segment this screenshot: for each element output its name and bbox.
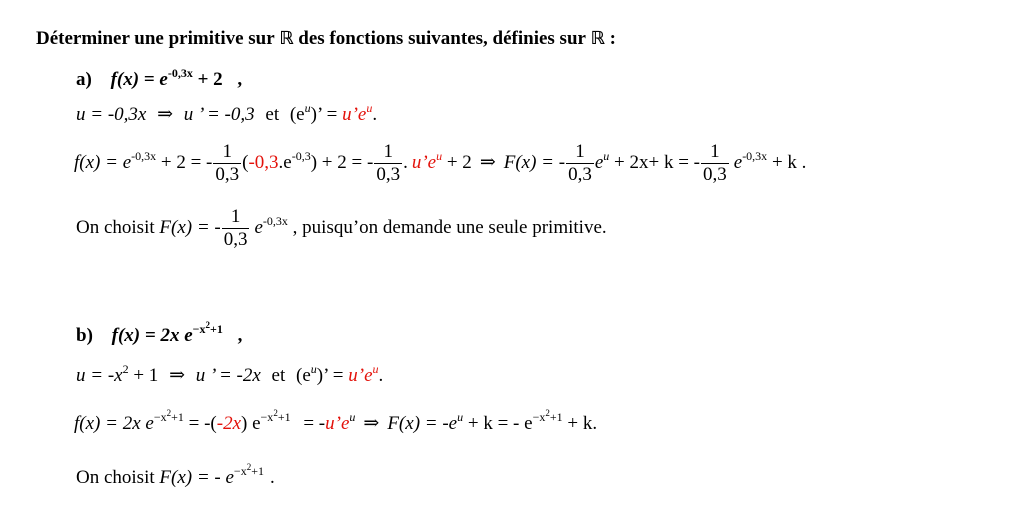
tail: + 2x+ k = - [609, 151, 700, 173]
F-expression: F(x) = -e [387, 413, 458, 434]
part-a-calculation [74, 142, 806, 185]
F-sup: u [457, 410, 464, 424]
real-numbers-symbol: ℝ [279, 28, 294, 49]
fraction-denominator: 0,3 [215, 163, 240, 185]
part-a-rest: + 2 [192, 69, 223, 90]
exp-u-end: )’ = [316, 365, 349, 386]
choice-after: , puisqu’on demande une seule primitive. [287, 216, 607, 238]
exponent-part: −x [153, 410, 167, 424]
part-b-comma: , [237, 325, 243, 346]
e-exponent: -0,3x [262, 213, 288, 228]
exponent-part: +1 [210, 322, 223, 336]
exponent-part: −x [233, 464, 247, 478]
e-exponent [234, 464, 264, 478]
fraction-denominator: 0,3 [703, 163, 727, 185]
f-exponent [154, 410, 184, 424]
fraction-denominator: 0,3 [223, 228, 248, 250]
part-b-choice [76, 462, 275, 488]
e-exponent: -0,3 [291, 148, 311, 163]
u-prime-e-u-sup: u [372, 362, 379, 376]
and-word: et [271, 365, 286, 386]
e-symbol: e [594, 151, 604, 173]
part-a-line-u [76, 101, 378, 125]
period: . [372, 104, 378, 125]
equals: = -( [183, 413, 217, 434]
exp-u: (e [289, 104, 305, 125]
F-expression: F(x) = - [159, 216, 221, 238]
F-expression: F(x) = - e [159, 467, 234, 488]
exp-u-end: )’ = [310, 104, 343, 125]
u-prime: u ’ = -2x [195, 365, 261, 386]
u-definition: u = -0,3x [76, 104, 147, 125]
u-prime-e-u-sup: u [349, 410, 356, 424]
choice-text: On choisit [76, 467, 160, 488]
fraction [213, 142, 241, 185]
square: 2 [166, 408, 172, 418]
and-word: et [265, 104, 280, 125]
heading-text-3: : [609, 28, 616, 49]
exp-u-sup: u [304, 101, 311, 115]
u-prime: u ’ = -0,3 [183, 104, 255, 125]
exponent-part: −x [260, 410, 274, 424]
u-prime-e-u-sup: u [366, 101, 373, 115]
u-prime-e-u: u’e [342, 104, 367, 125]
part-b-calculation [74, 408, 598, 434]
period: . [269, 467, 275, 488]
square: 2 [122, 362, 129, 376]
F-expression: F(x) = - [503, 151, 566, 173]
implies-symbol: ⇒ [157, 104, 174, 125]
part-b-exponent [193, 322, 223, 336]
tail: + k = - e [463, 413, 533, 434]
dot-e: .e [278, 151, 292, 173]
dot: . [403, 151, 408, 173]
square: 2 [273, 408, 278, 418]
exponent-part: +1 [171, 410, 184, 424]
implies-symbol: ⇒ [363, 413, 380, 434]
heading-text-2: des fonctions suivantes, définies sur [298, 28, 591, 49]
implies-symbol: ⇒ [479, 151, 496, 173]
e-sup: u [603, 148, 610, 163]
e-exponent [261, 410, 291, 424]
fraction [566, 142, 594, 185]
red-factor: -2x [216, 413, 242, 434]
part-a-choice [76, 207, 607, 250]
square: 2 [205, 320, 210, 330]
fraction [374, 142, 402, 185]
fraction-denominator: 0,3 [568, 163, 592, 185]
heading-text-1: Déterminer une primitive sur [36, 28, 280, 49]
u-definition: u = -x [76, 365, 123, 386]
f-expression: f(x) = e [74, 151, 132, 173]
plus-two: + 2 [442, 151, 472, 173]
part-a-label: a) [76, 69, 92, 90]
exponent-part: −x [192, 322, 206, 336]
fraction-numerator: 1 [222, 141, 233, 162]
f-expression: f(x) = 2x e [74, 413, 154, 434]
u-prime-e-u-sup: u [436, 148, 443, 163]
end: + k. [562, 413, 598, 434]
part-a-comma: , [237, 69, 243, 90]
end: + k . [767, 151, 807, 173]
part-b-line-u [76, 362, 384, 386]
part-a-exponent: -0,3x [167, 66, 193, 80]
e-exponent [533, 410, 563, 424]
exp-u-sup: u [310, 362, 317, 376]
real-numbers-symbol: ℝ [590, 28, 605, 49]
fraction-denominator: 0,3 [376, 163, 401, 185]
exponent-part: +1 [549, 410, 563, 424]
exponent-part: +1 [251, 464, 264, 478]
choice-text: On choisit [76, 216, 160, 238]
equals: = - [298, 413, 326, 434]
paren-close: ) + 2 = - [310, 151, 374, 173]
fraction-numerator: 1 [575, 141, 585, 162]
paren-open: ( [242, 151, 249, 173]
square: 2 [545, 408, 550, 418]
part-a-title [76, 66, 243, 90]
e-symbol: e [733, 151, 743, 173]
part-b-label: b) [76, 325, 93, 346]
exercise-heading [36, 29, 616, 48]
fraction-numerator: 1 [230, 206, 241, 227]
part-b-function: f(x) = 2x e [111, 325, 193, 346]
plus-two: + 2 = - [156, 151, 213, 173]
red-factor: -0,3 [248, 151, 279, 173]
fraction-numerator: 1 [383, 141, 393, 162]
period: . [378, 365, 384, 386]
fraction [701, 142, 729, 185]
exponent-part: +1 [277, 410, 291, 424]
part-b-title [76, 320, 243, 346]
fraction-numerator: 1 [710, 141, 720, 162]
implies-symbol: ⇒ [169, 365, 185, 386]
u-prime-e-u: u’e [325, 413, 350, 434]
e-symbol: e [254, 216, 263, 238]
u-prime-e-u: u’e [348, 365, 373, 386]
exponent-part: −x [532, 410, 546, 424]
u-end: + 1 [128, 365, 159, 386]
exp-u: (e [296, 365, 311, 386]
e-exponent: -0,3x [742, 148, 768, 163]
fraction [222, 207, 250, 250]
close-e: ) e [241, 413, 261, 434]
part-a-function: f(x) = e [110, 69, 168, 90]
square: 2 [246, 462, 252, 472]
f-exponent: -0,3x [131, 148, 157, 163]
u-prime-e-u: u’e [411, 151, 437, 173]
